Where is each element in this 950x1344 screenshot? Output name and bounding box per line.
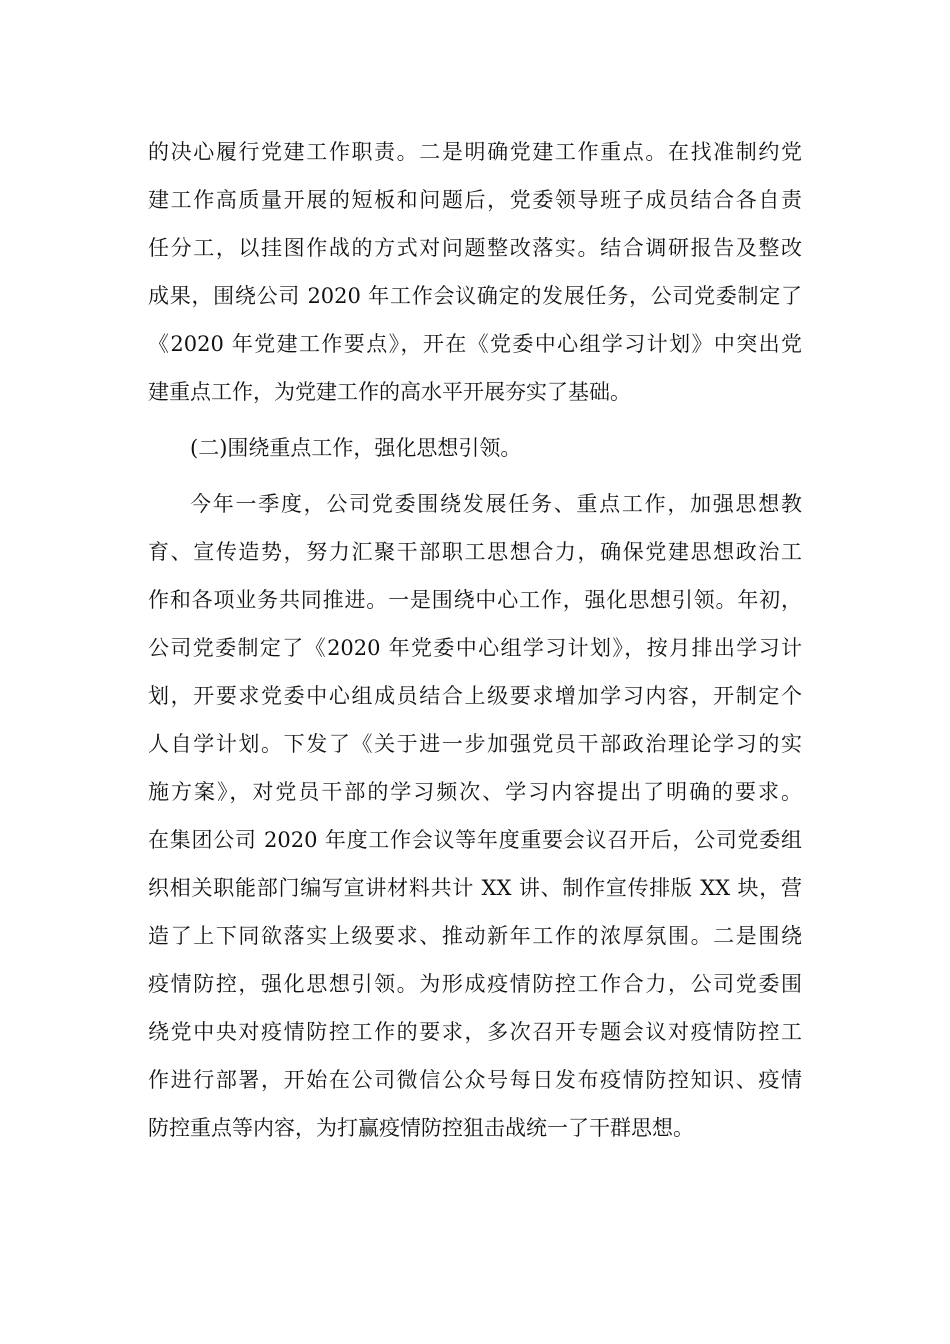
paragraph-gap [148,416,802,424]
paragraph-2-line: 作和各项业务共同推进。一是围绕中心工作，强化思想引领。年初， [148,588,802,612]
paragraph-1-line: 的决心履行党建工作职责。二是明确党建工作重点。在找准制约党 [148,140,802,164]
section-heading-text: (二)围绕重点工作，强化思想引领。 [190,436,522,460]
paragraph-2-line: 防控重点等内容，为打赢疫情防控狙击战统一了干群思想。 [148,1116,694,1140]
paragraph-1-line: 建重点工作，为党建工作的高水平开展夯实了基础。 [148,380,631,404]
paragraph-2-line: 绕党中央对疫情防控工作的要求，多次召开专题会议对疫情防控工 [148,1020,802,1044]
paragraph-2-line: 施方案》，对党员干部的学习频次、学习内容提出了明确的要求。 [148,780,802,804]
paragraph-1-line: 建工作高质量开展的短板和问题后，党委领导班子成员结合各自责 [148,188,802,212]
paragraph-2-line: 造了上下同欲落实上级要求、推动新年工作的浓厚氛围。二是围绕 [148,924,802,948]
paragraph-2-line: 人自学计划。下发了《关于进一步加强党员干部政治理论学习的实 [148,732,802,756]
paragraph-2 [148,480,802,1152]
paragraph-2-line: 今年一季度，公司党委围绕发展任务、重点工作，加强思想教 [190,492,802,516]
paragraph-2-line: 疫情防控，强化思想引领。为形成疫情防控工作合力，公司党委围 [148,972,802,996]
paragraph-2-line: 公司党委制定了《2020 年党委中心组学习计划》，按月排出学习计 [148,636,802,660]
section-heading [148,424,802,472]
paragraph-1 [148,128,802,416]
paragraph-2-line: 划，开要求党委中心组成员结合上级要求增加学习内容，开制定个 [148,684,802,708]
paragraph-2-line: 织相关职能部门编写宣讲材料共计 XX 讲、制作宣传排版 XX 块，营 [148,876,802,900]
paragraph-2-line: 在集团公司 2020 年度工作会议等年度重要会议召开后，公司党委组 [148,828,802,852]
paragraph-gap [148,472,802,480]
paragraph-2-line: 作进行部署，开始在公司微信公众号每日发布疫情防控知识、疫情 [148,1068,802,1092]
paragraph-1-line: 成果，围绕公司 2020 年工作会议确定的发展任务，公司党委制定了 [148,284,802,308]
paragraph-1-line: 《2020 年党建工作要点》，开在《党委中心组学习计划》中突出党 [148,332,802,356]
paragraph-1-line: 任分工，以挂图作战的方式对问题整改落实。结合调研报告及整改 [148,236,802,260]
document-body [148,128,802,1152]
paragraph-2-line: 育、宣传造势，努力汇聚干部职工思想合力，确保党建思想政治工 [148,540,802,564]
